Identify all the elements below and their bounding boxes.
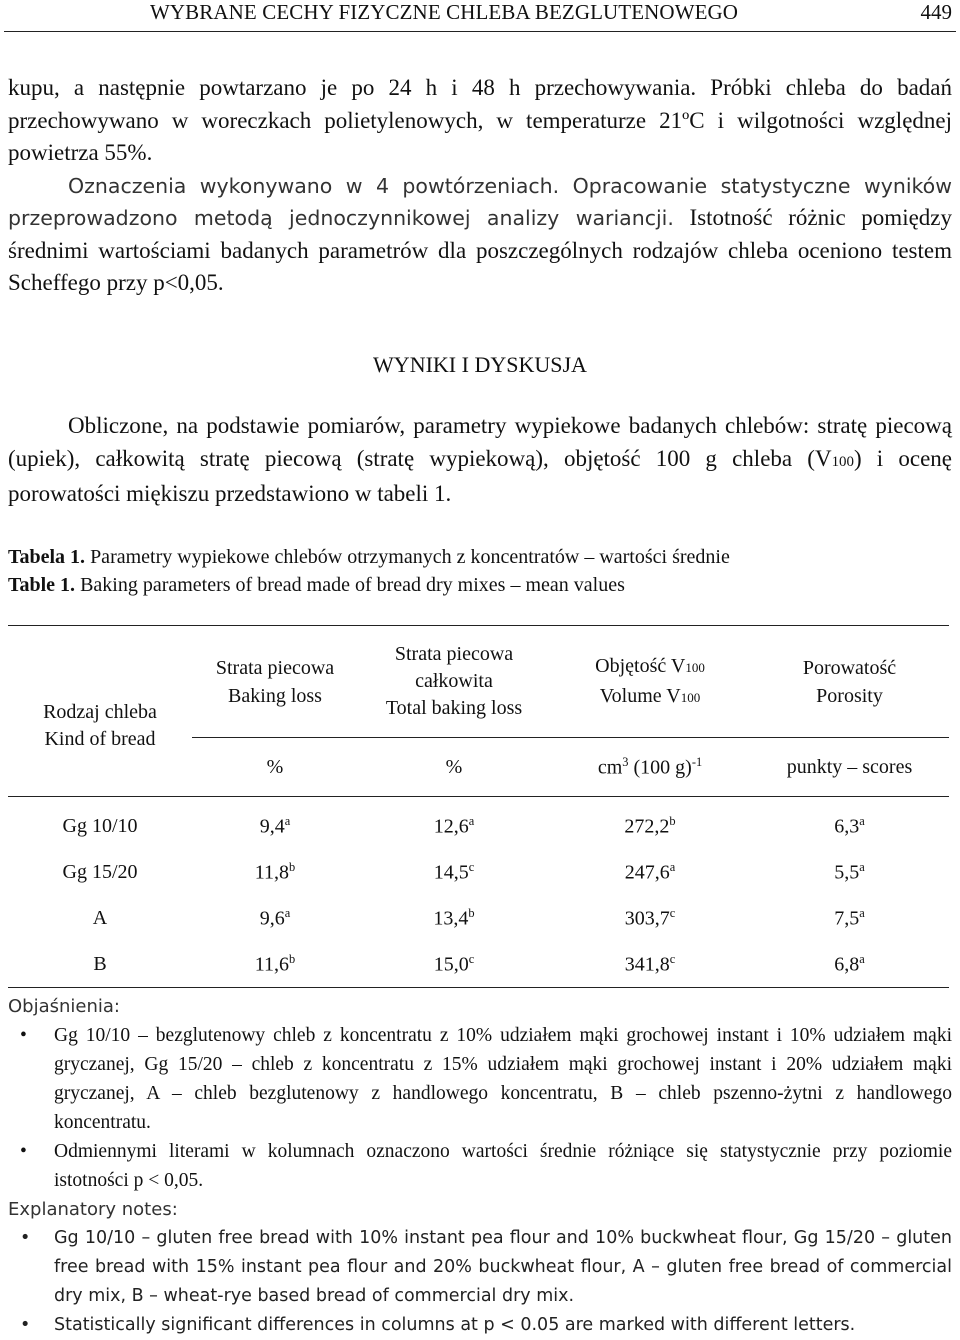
caption-label-en: Table 1. bbox=[8, 574, 76, 596]
note-item-pl: • Gg 10/10 – bezglutenowy chleb z koncentratu z 10% udziałem mąki grochowej instant i 10% udziałem mąki gryczanej, Gg 15/20 – chleb z koncentratu z 15% udziałem mąki grochowej instant i 20% udziałem mąki gryczanej, A – chleb bezglutenowy z handlowego koncentratu, B – chleb pszenno-żytni z handlowego koncentratu. bbox=[20, 1025, 952, 1133]
cell-volume: 303,7$^c$ bbox=[624, 905, 676, 930]
cell-volume: 247,6$^a$ bbox=[624, 859, 676, 884]
table-caption-pl bbox=[8, 546, 730, 569]
caption-text-pl: Parametry wypiekowe chlebów otrzymanych z koncentratów – wartości średnie bbox=[90, 546, 730, 568]
notes-section bbox=[8, 992, 952, 1340]
notes-list-pl bbox=[8, 1021, 952, 1195]
cell-porosity: 5,5$^a$ bbox=[834, 859, 865, 884]
cell-total-baking-loss: 13,4$^b$ bbox=[433, 905, 475, 930]
notes-label-en: Explanatory notes: bbox=[8, 1199, 178, 1220]
header-kind: Rodzaj chleba Kind of bread bbox=[43, 701, 157, 750]
cell-porosity: 6,3$^a$ bbox=[834, 813, 865, 838]
table-caption-en bbox=[8, 574, 625, 597]
cell-kind: B bbox=[93, 952, 107, 975]
note-item-en: • Statistically significant differences in columns at p < 0.05 are marked with different letters. bbox=[20, 1315, 856, 1335]
unit-total-baking-loss: % bbox=[445, 755, 463, 778]
cell-total-baking-loss: 12,6$^a$ bbox=[433, 813, 475, 838]
results-paragraph: Obliczone, na podstawie pomiarów, parametry wypiekowe badanych chlebów: stratę piecową (upiek), całkowitą stratę piecową (stratę wypiekową), objętość 100 g chleba (V100) i ocenę porowatości miękiszu przedstawiono w tabeli 1. bbox=[8, 413, 952, 506]
running-title: WYBRANE CECHY FIZYCZNE CHLEBA BEZGLUTENOWEGO bbox=[150, 0, 739, 24]
cell-kind: A bbox=[92, 906, 108, 929]
intro-text bbox=[8, 72, 952, 300]
caption-label-pl: Tabela 1. bbox=[8, 546, 86, 568]
results-text bbox=[8, 410, 952, 511]
cell-baking-loss: 9,4$^a$ bbox=[259, 813, 291, 838]
cell-total-baking-loss: 14,5$^c$ bbox=[433, 859, 475, 884]
cell-kind: Gg 15/20 bbox=[62, 860, 138, 883]
table-row bbox=[8, 797, 949, 849]
cell-porosity: 6,8$^a$ bbox=[834, 951, 865, 976]
results-table bbox=[8, 625, 949, 988]
section-title: WYNIKI I DYSKUSJA bbox=[373, 352, 587, 377]
table-header-row bbox=[8, 626, 949, 738]
header-total-baking-loss: Strata piecowa całkowita Total baking loss bbox=[358, 626, 550, 738]
unit-porosity: punkty – scores bbox=[786, 755, 913, 778]
caption-text-en: Baking parameters of bread made of bread dry mixes – mean values bbox=[80, 574, 625, 596]
intro-paragraph-2 bbox=[8, 170, 952, 300]
cell-volume: 272,2$^b$ bbox=[624, 813, 676, 838]
page-number: 449 bbox=[920, 0, 952, 24]
intro-paragraph-1: kupu, a następnie powtarzano je po 24 h i 48 h przechowywania. Próbki chleba do badań przechowywano w woreczkach polietylenowych, w temperaturze 21ºC i wilgotności względnej powietrza 55%. bbox=[8, 75, 952, 165]
table-row bbox=[8, 895, 949, 941]
unit-volume: $cm^3$ (100 g)$^{-1}$ bbox=[597, 754, 703, 779]
table-row bbox=[8, 849, 949, 895]
cell-total-baking-loss: 15,0$^c$ bbox=[433, 951, 475, 976]
cell-baking-loss: 11,8$^b$ bbox=[254, 859, 296, 884]
notes-label-pl: Objaśnienia: bbox=[8, 996, 120, 1017]
header-baking-loss: Strata piecowa Baking loss bbox=[192, 626, 358, 738]
cell-porosity: 7,5$^a$ bbox=[834, 905, 865, 930]
intro-paragraph-2-serif: Istotność różnic pomiędzy średnimi wartościami badanych parametrów dla poszczególnych rodzajów chleba oceniono testem Scheffego przy p<0,05. bbox=[8, 205, 953, 295]
header-volume: Objętość V100 Volume V100 bbox=[550, 626, 750, 738]
note-item-en: • Gg 10/10 – gluten free bread with 10% instant pea flour and 10% buckwheat flour, Gg 15/20 – gluten free bread with 15% instant pea flour and 20% buckwheat flour, A – gluten free bread of commercial dry mix, B – wheat-rye based bread of commercial dry mix. bbox=[20, 1228, 952, 1306]
intro-paragraph-2-sans: Oznaczenia wykonywano w 4 powtórzeniach. Opracowanie statystyczne wyników przeprowadzono metodą jednoczynnikowej analizy wariancji. bbox=[8, 173, 952, 230]
header-porosity: Porowatość Porosity bbox=[750, 626, 949, 738]
cell-baking-loss: 9,6$^a$ bbox=[259, 905, 291, 930]
unit-baking-loss: % bbox=[266, 755, 284, 778]
cell-baking-loss: 11,6$^b$ bbox=[254, 951, 296, 976]
note-item-pl: • Odmiennymi literami w kolumnach oznaczono wartości średnie różniące się statystycznie przy poziomie istotności p < 0,05. bbox=[20, 1141, 952, 1191]
cell-volume: 341,8$^c$ bbox=[624, 951, 676, 976]
table-row bbox=[8, 941, 949, 988]
header-rule bbox=[4, 31, 956, 32]
running-header bbox=[0, 0, 960, 36]
cell-kind: Gg 10/10 bbox=[62, 814, 138, 837]
notes-list-en bbox=[8, 1224, 952, 1340]
